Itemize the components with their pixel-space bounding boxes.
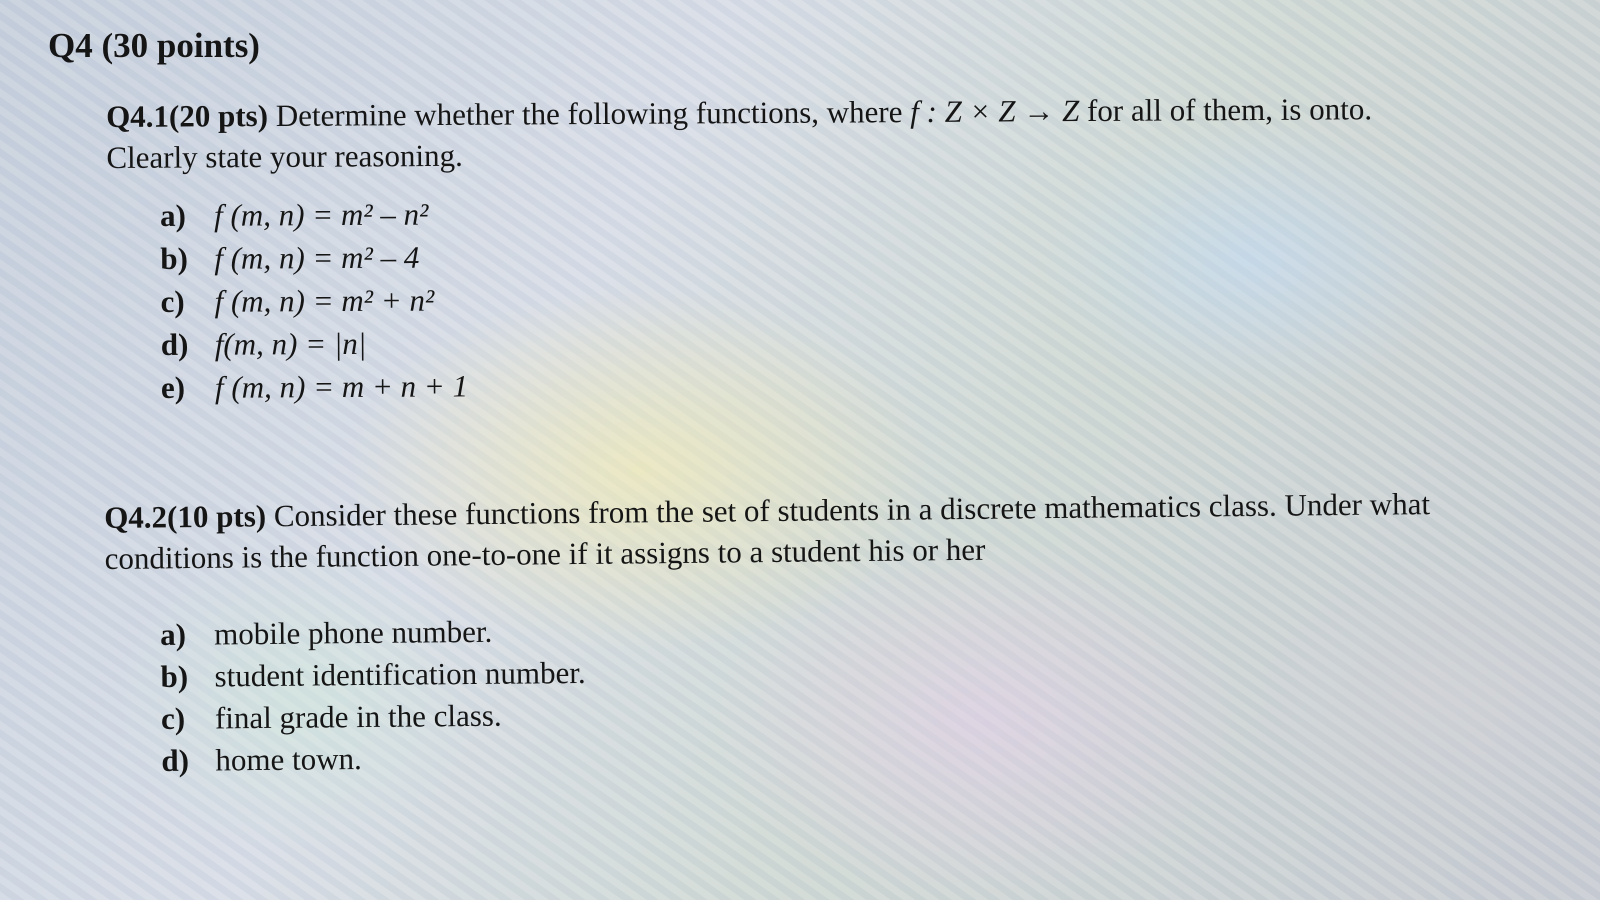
item-label: a) bbox=[160, 197, 187, 233]
q42-prompt bbox=[104, 483, 1485, 579]
function-expression: f (m, n) = m² + n² bbox=[214, 282, 435, 319]
item-label: d) bbox=[160, 326, 189, 362]
q41-math: f : Z × Z → Z bbox=[910, 93, 1080, 130]
q41-function-list bbox=[160, 196, 468, 413]
item-text: home town. bbox=[215, 741, 362, 778]
q41-text-before: Determine whether the following functions, where bbox=[267, 94, 911, 134]
item-label: e) bbox=[160, 369, 186, 405]
function-expression: f (m, n) = m² – 4 bbox=[214, 239, 420, 276]
function-expression: f (m, n) = m² – n² bbox=[213, 196, 429, 233]
list-item bbox=[160, 613, 585, 659]
item-label: b) bbox=[160, 658, 189, 694]
list-item bbox=[161, 368, 468, 413]
list-item bbox=[161, 739, 586, 785]
item-label: b) bbox=[160, 240, 188, 276]
list-item bbox=[161, 325, 468, 370]
item-label: d) bbox=[161, 742, 190, 778]
q42-text: Consider these functions from the set of students in a discrete mathematics class. Under what conditions is the function one-to-one if it assigns to a student his or her bbox=[104, 486, 1431, 576]
function-expression: f(m, n) = |n| bbox=[214, 325, 367, 362]
q42-condition-list bbox=[160, 613, 587, 785]
item-text: final grade in the class. bbox=[214, 697, 502, 736]
q41-text-after: for all of them, is onto. Clearly state your reasoning. bbox=[106, 91, 1373, 175]
q41-prompt bbox=[106, 88, 1446, 178]
item-label: a) bbox=[160, 616, 187, 652]
item-label: c) bbox=[160, 283, 185, 319]
list-item bbox=[161, 697, 586, 743]
function-expression: f (m, n) = m + n + 1 bbox=[214, 368, 469, 405]
list-item bbox=[160, 239, 467, 284]
list-item bbox=[160, 282, 467, 327]
q42-label: Q4.2(10 pts) bbox=[104, 498, 267, 535]
list-item bbox=[160, 655, 585, 701]
item-text: student identification number. bbox=[214, 654, 586, 694]
question-heading: Q4 (30 points) bbox=[48, 26, 260, 65]
item-text: mobile phone number. bbox=[213, 613, 493, 652]
q41-label: Q4.1(20 pts) bbox=[106, 98, 269, 134]
item-label: c) bbox=[160, 700, 186, 736]
list-item bbox=[160, 196, 467, 241]
